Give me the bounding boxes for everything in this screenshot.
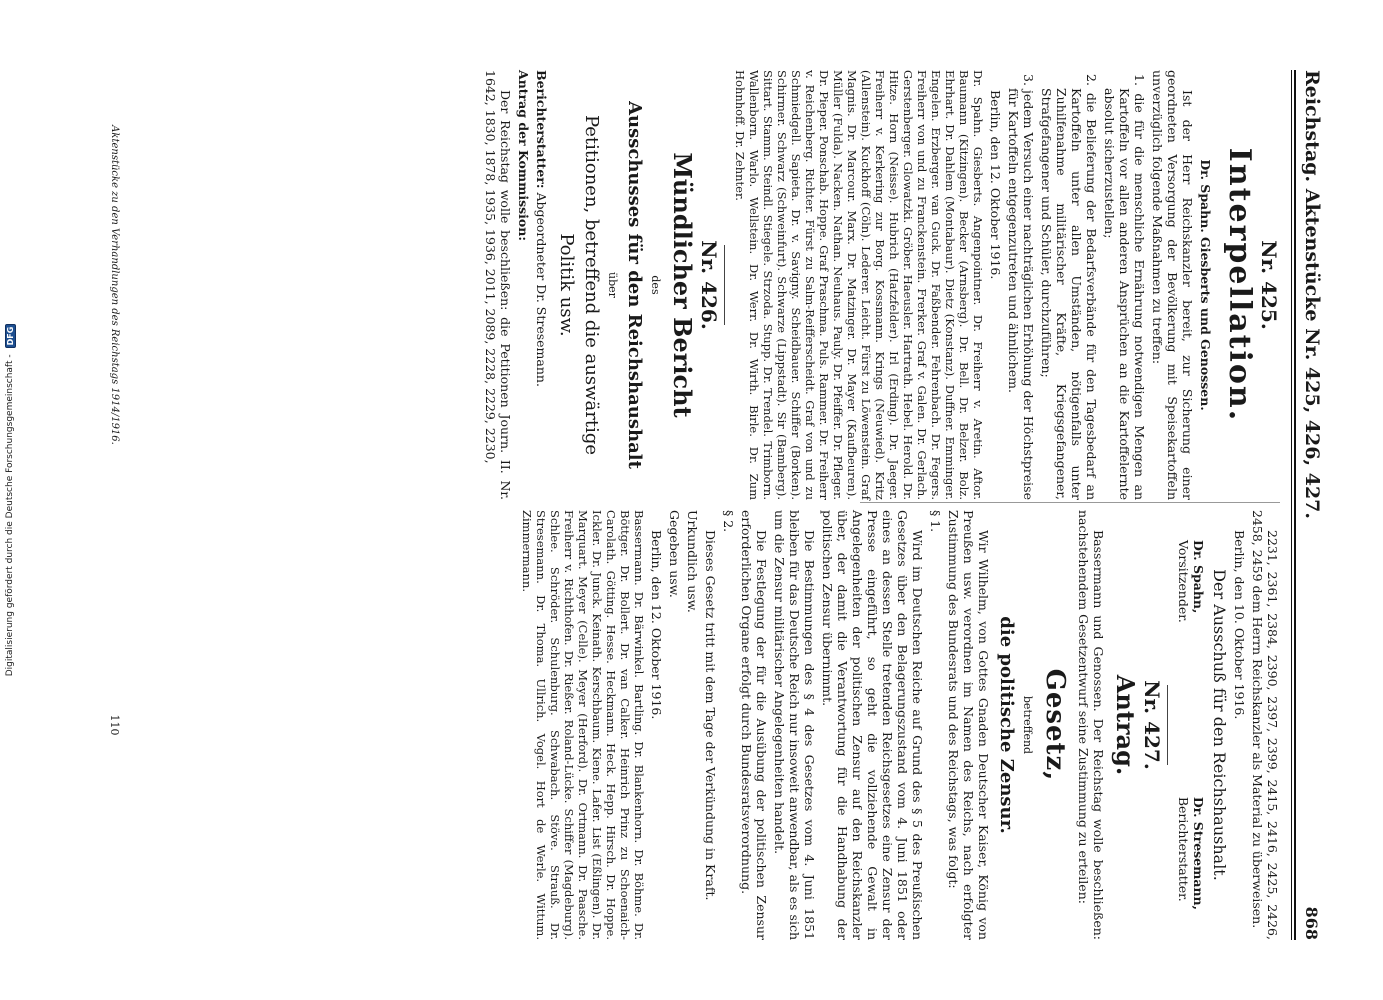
nr426-signature-block (1176, 510, 1206, 940)
nr425-signatories: Dr. Spahn. Giesberts. Angenpointner. Dr. Freiherr v. Aretin. Aftor. Baumann (Kitzingen). Becker (Arnsberg). Dr. Bell. Dr. Belzer. Bolz. Ehrhart. Dr. Dahlem (Montabaur). Dietz (Konstanz). Duffner. Emminger. Engelen. Erzberger. van Guck. Dr. Faßbender. Fehrenbach. Dr. Fegers. Freiherr von und zu Franckenstein. Frerker. Graf v. Galen. Dr. Gerlach. Gerstenberger. Glowatzki. Gröber. Haeusler. Hartrath. Hebel. Herold. Dr. Hitze. Horn (Neisse). Hubrich (Hatzfelder). Irl (Erding). Dr. Jaeger. Freiherr v. Kerkering zur Borg. Kossmann. Krings (Neuwied). Kritz (Allenstein). Kuckhoff (Cöln). Lederer. Leicht. Fürst zu Löwenstein. Graf Magnis. Dr. Marcour. Marx. Dr. Matzinger. Dr. Mayer (Kaufbeuren). Müller (Fulda). Nacken. Nathan. Neuhaus. Pauly. Dr. Pfeiffer. Dr. Pfleger. Dr. Pieper. Ponschab. Hoppe. Graf Praschma. Puls. Rammer. Dr. Freiherr v. Reichenberg. Richter. Fürst zu Salm-Reifferscheidt. Graf von und zu Schmiedgell. Sapieta. Dr. v. Savigny. Scheidbauer. Schiffer (Borken). Schirmer. Schwarz (Schweinfurt). Schwarze (Lippstadt). Sir (Bamberg). Sittart. Stamm. Steindl. Stiegele. Strzoda. Stupp. Dr. Trendel. Trimborn. Wallenborn. Warlo. Wellstein. Dr. Werr. Dr. Wirth. Birle. Dr. Zum Hohnhoff. Dr. Zehnter. (733, 70, 985, 500)
digitization-note-text: Digitalisierung gefördert durch die Deutsche Forschungsgemeinschaft - (5, 354, 15, 677)
nr427-s1-p3: Die Festlegung der für die Ausübung der politischen Zensur erforderlichen Organe erfolgt durch Bundesratsverordnung. (739, 510, 769, 940)
nr425-item-2: 2. die Belieferung der Bedarfsverbände für den Tagesbedarf an Kartoffeln unter allen Umständen, nötigenfalls unter Zuhilfenahme militärischer Kräfte, Kriegsgefangener, Strafgefangener und Schüler, durchzuführen; (1039, 74, 1099, 500)
nr426-continuation: 2231, 2361, 2384, 2390, 2397, 2399, 2415, 2416, 2425, 2426, 2458, 2459 dem Herrn Reichskanzler als Material zu überweisen. (1250, 510, 1280, 940)
nr427-signatories: Bassermann. Dr. Bärwinkel. Bartling. Dr. Blankenhorn. Dr. Böhme. Dr. Böttger. Dr. Bollert. Dr. van Calker. Heinrich Prinz zu Schoenaich-Carolath. Götting. Hesse. Heckmann. Heck. Hepp. Hirsch. Dr. Hoppe. Ickler. Dr. Junck. Keinath. Kerschbaum. Kiene. Lafer. List (Eßlingen). Dr. Marquart. Meyer (Celle). Meyer (Herford). Dr. Ortmann. Dr. Paasche. Freiherr v. Richthofen. Dr. Rießer. Roland-Lücke. Schiffer (Magdeburg). Schlee. Schröder. Schulenburg. Schwabach. Stöve. Strauß. Dr. Stresemann. Dr. Thoma. Ullrich. Vogel. Hort de Werle. Wittum. Zimmermann. (520, 510, 646, 940)
nr427-s1-p1: Wird im Deutschen Reiche auf Grund des § 5 des Preußischen Gesetzes über den Belagerungszustand vom 4. Juni 1851 oder eines an dessen Stelle tretenden Reichsgesetzes eine Zensur der Presse eingeführt, so geht die vollziehende Gewalt in Angelegenheiten der politischen Zensur auf den Reichskanzler über, der damit die Verantwortung für die Handhabung der politischen Zensur übernimmt. (820, 510, 925, 940)
footer-number: 110 (108, 714, 121, 736)
nr426-subject-line-2: Politik usw. (556, 233, 577, 337)
right-column (517, 510, 1280, 940)
page-number: 868 (1302, 906, 1322, 940)
nr426-motion-label: Antrag der Kommission: (516, 70, 531, 241)
nr427-number: Nr. 427. (1140, 680, 1164, 770)
nr427-body: Bassermann und Genossen. Der Reichstag wolle beschließen: nachstehendem Gesetzentwurf seine Zustimmung zu erteilen: (1076, 510, 1106, 940)
nr427-urkundlich: Urkundlich usw. (685, 510, 700, 613)
nr426-des: des (649, 275, 662, 295)
running-head-title: Reichstag. Aktenstücke Nr. 425, 426, 427. (1301, 70, 1324, 520)
nr426-chair-role: Vorsitzender. (1176, 540, 1191, 623)
nr426-ueber: über (606, 272, 619, 298)
nr427-s1-label: § 1. (928, 510, 943, 533)
nr426-reporter-sign: Dr. Stresemann, (1191, 796, 1206, 910)
nr425-intro: Ist der Herr Reichskanzler bereit, zur Sicherung einer geordneten Versorgung der Bevölkerung mit Speisekartoffeln unverzüglich folgende Maßnahmen zu treffen: (1150, 70, 1195, 500)
nr425-date: Berlin, den 12. Oktober 1916. (988, 90, 1003, 280)
nr426-title: Mündlicher Bericht (668, 152, 697, 418)
nr427-preamble: Wir Wilhelm, von Gottes Gnaden Deutscher Kaiser, König von Preußen usw. verordnen im Namen des Reichs, nach erfolgter Zustimmung des Bundesrats und des Reichstags, was folgt: (946, 510, 991, 940)
rotated-page (30, 0, 1330, 1000)
nr427-s1-p2: Die Bestimmungen des § 4 des Gesetzes vom 4. Juni 1851 bleiben für das Deutsche Reich nur insoweit anwendbar, als es sich um die Zensur militärischer Angelegenheiten handelt. (772, 510, 817, 940)
nr425-authors: Dr. Spahn. Giesberts und Genossen. (1198, 159, 1213, 411)
nr427-betreffend: betreffend (1021, 695, 1034, 755)
nr427-s2-label: § 2. (721, 510, 736, 533)
nr426-reporter-label: Berichterstatter: (534, 70, 549, 189)
nr427-date: Berlin, den 12. Oktober 1916. (649, 530, 664, 720)
nr425-item-1: 1. die für die menschliche Ernährung notwendigen Mengen an Kartoffeln vor allen anderen Ansprüchen an die Kartoffelernte absolut sicherzustellen; (1102, 74, 1147, 500)
running-head (1300, 70, 1324, 940)
nr427-gegeben: Gegeben usw. (667, 510, 682, 598)
left-column (480, 70, 1280, 500)
section-separator (1167, 685, 1168, 765)
nr426-committee: Ausschusses für den Reichshaushalt (624, 101, 645, 469)
nr427-s2-p1: Dieses Gesetz tritt mit dem Tage der Verkündung in Kraft. (703, 530, 718, 901)
dfg-logo: DFG (5, 324, 16, 349)
nr426-reporter: Abgeordneter Dr. Stresemann. (534, 192, 549, 387)
nr427-gesetz-title: Gesetz, (1040, 668, 1070, 782)
nr426-chair-block (1176, 540, 1206, 623)
nr427-title: Antrag. (1111, 674, 1140, 776)
nr426-motion: Der Reichstag wolle beschließen: die Petitionen Journ. II. Nr. 1642, 1830, 1878, 1935, 1936, 2011, 2089, 2228, 2229, 2230, (483, 70, 513, 500)
nr426-reporter-block (1176, 797, 1206, 910)
nr425-title: Interpellation. (1222, 147, 1257, 423)
column-divider (860, 502, 1280, 503)
nr426-reporter-line (534, 70, 549, 500)
digitization-note (2, 0, 18, 1000)
nr426-chair: Dr. Spahn, (1191, 540, 1206, 614)
section-separator (724, 245, 725, 325)
nr426-committee-sign: Der Ausschuß für den Reichshaushalt. (1210, 569, 1229, 881)
nr425-number: Nr. 425. (1257, 240, 1281, 330)
nr427-gesetz-subject: die politische Zensur. (996, 616, 1017, 834)
nr426-number: Nr. 426. (697, 240, 721, 330)
nr426-subject-line-1: Petitionen, betreffend die auswärtige (581, 114, 602, 456)
footer-line: Aktenstücke zu den Verhandlungen des Reichstags 1914/1916. (109, 125, 120, 445)
nr425-item-3: 3. jedem Versuch einer nachträglichen Erhöhung der Höchstpreise für Kartoffeln entgegenzutreten und ähnlichem. (1006, 74, 1036, 500)
header-rule (1291, 70, 1296, 940)
nr426-reporter-role: Berichterstatter. (1176, 796, 1191, 902)
nr426-date: Berlin, den 10. Oktober 1916. (1232, 530, 1247, 720)
